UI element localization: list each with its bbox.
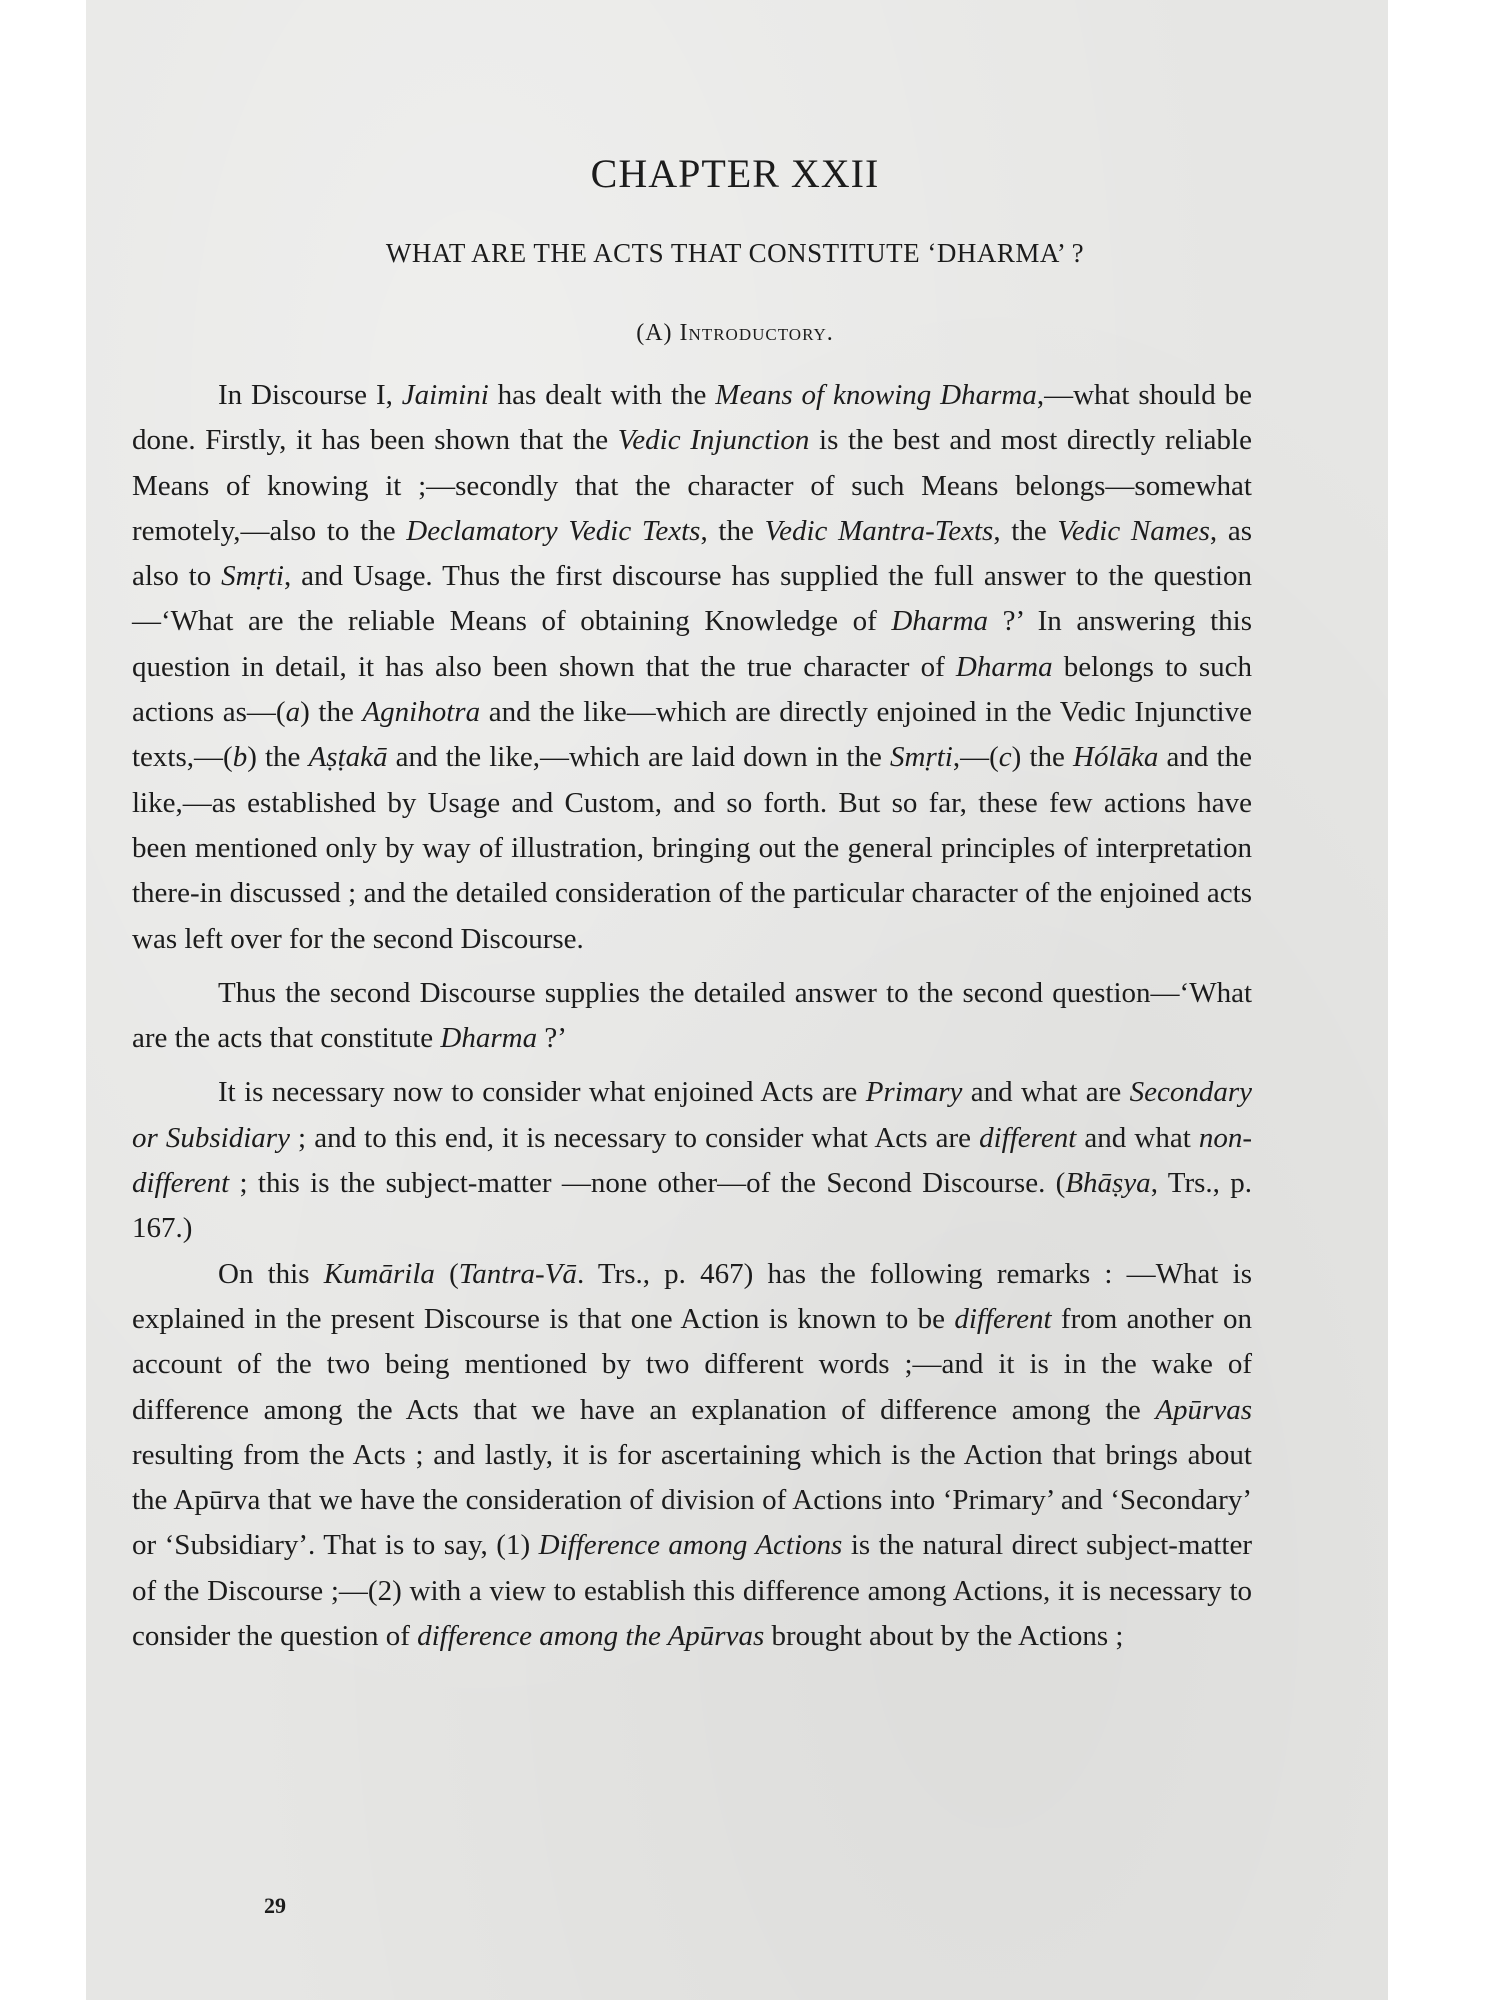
italic-term: non-different <box>132 1121 1253 1200</box>
italic-term: Vedic Mantra-Texts <box>764 514 994 547</box>
scanned-page <box>86 0 1388 2000</box>
italic-term: different <box>979 1121 1077 1154</box>
paragraph: It is necessary now to consider what enjoined Acts are Primary and what are Secondary or Subsidiary ; and to this end, it is necessary to consider what Acts are different and what non-different ; this is the subject-matter —none other—of the Second Discourse. (Bhāṣya, Trs., p. 167.) <box>132 1076 1253 1245</box>
chapter-title: CHAPTER XXII <box>590 151 880 196</box>
italic-term: Vedic Injunction <box>617 424 810 457</box>
italic-term: Vedic Names <box>1057 514 1210 547</box>
italic-term: b <box>232 741 248 774</box>
italic-term: different <box>954 1302 1052 1335</box>
italic-term: Aṣṭakā <box>308 741 388 774</box>
italic-term: Smṛti <box>890 741 953 774</box>
italic-term: Kumārila <box>323 1257 435 1290</box>
italic-term: Agnihotra <box>362 696 481 729</box>
italic-term: Smṛti <box>221 560 284 593</box>
italic-term: Secondary or Subsidiary <box>132 1076 1252 1154</box>
italic-term: Dharma <box>891 605 989 638</box>
italic-term: difference among the Apūrvas <box>417 1620 765 1653</box>
paragraph: On this Kumārila (Tantra-Vā. Trs., p. 467) has the following remarks : —What is explained in the present Discourse is that one Action is known to be different from another on account of the two being mentioned by two different words ;—and it is in the wake of difference among the Acts that we have an explanation of difference among the Apūrvas resulting from the Acts ; and lastly, it is for ascertaining which is the Action that brings about the Apūrva that we have the consideration of division of Actions into ‘Primary’ and ‘Secondary’ or ‘Subsidiary’. That is to say, (1) Difference among Actions is the natural direct subject-matter of the Discourse ;—(2) with a view to establish this difference among Actions, it is necessary to consider the question of difference among the Apūrvas brought about by the Actions ; <box>132 1257 1252 1653</box>
italic-term: Dharma <box>440 1022 538 1055</box>
italic-term: Hólāka <box>1073 741 1159 774</box>
paragraph: In Discourse I, Jaimini has dealt with the Means of knowing Dharma,—what should be done. Firstly, it has been shown that the Vedic Injunction is the best and most directly reliable Means of knowing it ;—secondly that the character of such Means belongs—somewhat remotely,—also to the Declamatory Vedic Texts, the Vedic Mantra-Texts, the Vedic Names, as also to Smṛti, and Usage. Thus the first discourse has supplied the full answer to the question—‘What are the reliable Means of obtaining Knowledge of Dharma ?’ In answering this question in detail, it has also been shown that the true character of Dharma belongs to such actions as—(a) the Agnihotra and the like—which are directly enjoined in the Vedic Injunctive texts,—(b) the Aṣṭakā and the like,—which are laid down in the Smṛti,—(c) the Hólāka and the like,—as established by Usage and Custom, and so forth. But so far, these few actions have been mentioned only by way of illustration, bringing out the general principles of interpretation there-in discussed ; and the detailed consideration of the particular character of the enjoined acts was left over for the second Discourse. <box>132 379 1253 955</box>
italic-term: Difference among Actions <box>538 1529 843 1562</box>
italic-term: Dharma <box>955 650 1053 683</box>
italic-term: c <box>998 741 1012 774</box>
italic-term: a <box>285 696 301 729</box>
italic-term: Tantra-Vā <box>458 1257 577 1290</box>
italic-term: Declamatory Vedic Texts <box>406 514 701 547</box>
body-text <box>132 373 1252 1659</box>
italic-term: Bhāṣya <box>1065 1167 1151 1200</box>
paragraph: Thus the second Discourse supplies the detailed answer to the second question—‘What are the acts that constitute Dharma ?’ <box>132 976 1252 1055</box>
italic-term: Apūrvas <box>1155 1393 1252 1426</box>
section-label: (A) Introductory. <box>636 320 834 346</box>
italic-term: Means of knowing Dharma <box>715 379 1037 411</box>
page-number: 29 <box>264 1893 286 1918</box>
chapter-heading: WHAT ARE THE ACTS THAT CONSTITUTE ‘DHARMA’ ? <box>385 238 1085 268</box>
italic-term: Jaimini <box>401 379 489 411</box>
italic-term: Primary <box>865 1076 963 1109</box>
